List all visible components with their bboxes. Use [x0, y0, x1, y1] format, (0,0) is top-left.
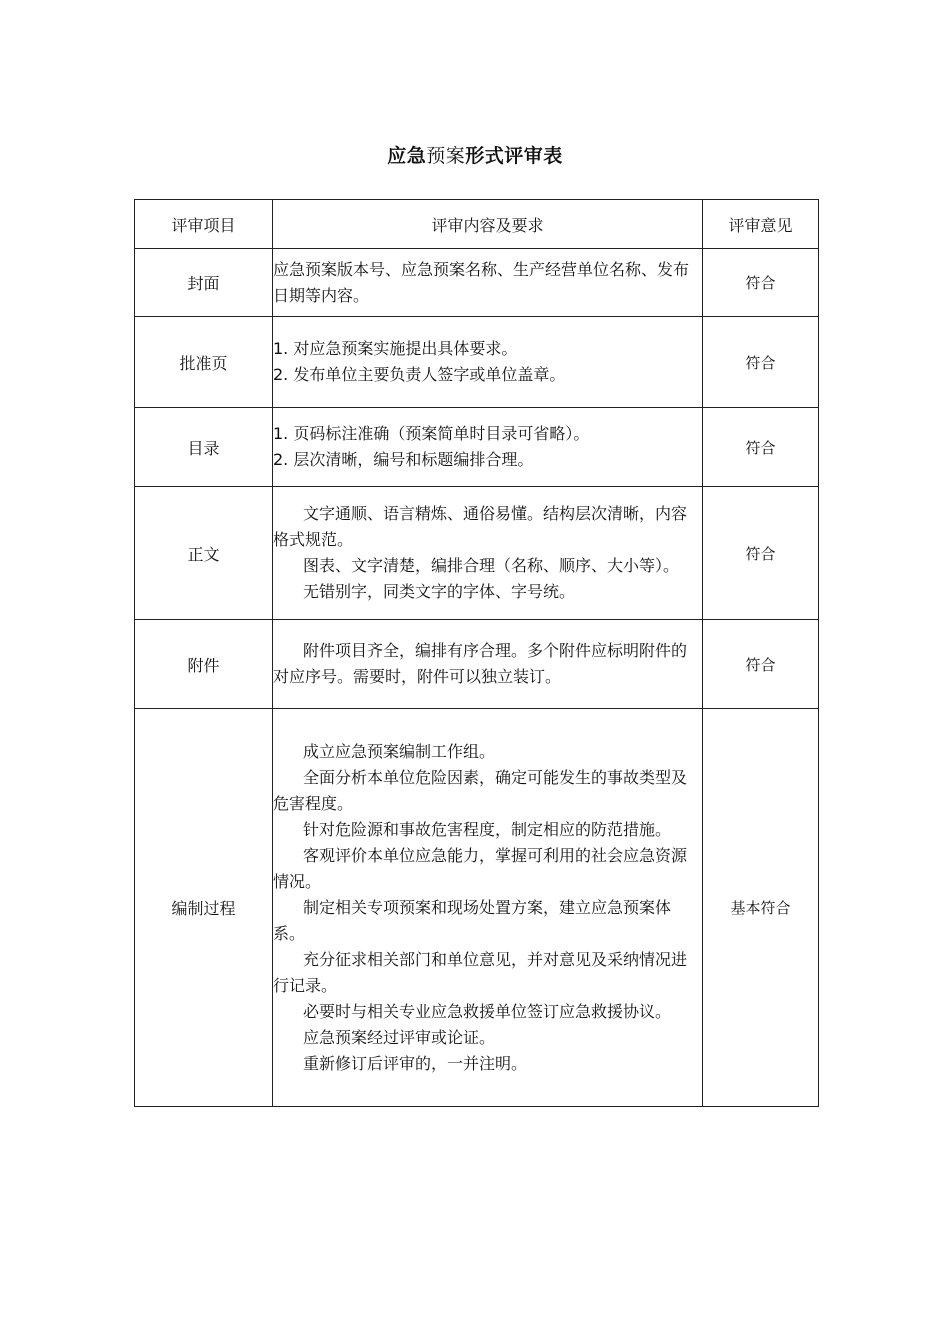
content-line: 1. 对应急预案实施提出具体要求。 — [273, 339, 518, 358]
row-content — [273, 249, 703, 317]
row-item: 目录 — [135, 408, 273, 487]
content-list — [273, 336, 702, 388]
content-line: 针对危险源和事故危害程度，制定相应的防范措施。 — [303, 819, 672, 839]
header-item: 评审项目 — [135, 200, 273, 249]
content-line: 应急预案版本号、应急预案名称、生产经营单位名称、发布日期等内容。 — [273, 259, 690, 305]
content-line: 附件项目齐全，编排有序合理。多个附件应标明附件的对应序号。需要时，附件可以独立装订。 — [273, 641, 688, 686]
table-row-process — [135, 709, 819, 1107]
content-line: 图表、文字清楚，编排合理（名称、顺序、大小等）。 — [303, 556, 680, 575]
content-line: 无错别字，同类文字的字体、字号统。 — [303, 582, 576, 601]
content-line: 文字通顺、语言精炼、通俗易懂。结构层次清晰，内容格式规范。 — [273, 504, 688, 549]
page-title — [0, 141, 950, 168]
row-item: 编制过程 — [135, 709, 273, 1107]
review-table — [134, 199, 819, 1107]
table-row-cover — [135, 249, 819, 317]
content-line: 应急预案经过评审或论证。 — [303, 1027, 496, 1047]
table-row-approval — [135, 317, 819, 408]
row-content — [273, 620, 703, 709]
content-line: 重新修订后评审的，一并注明。 — [303, 1053, 528, 1073]
table-header-row — [135, 200, 819, 249]
row-verdict: 符合 — [703, 487, 819, 620]
content-line: 成立应急预案编制工作组。 — [303, 741, 496, 761]
content-list — [273, 421, 702, 473]
row-verdict: 符合 — [703, 620, 819, 709]
row-item: 附件 — [135, 620, 273, 709]
row-content — [273, 487, 703, 620]
title-part-3: 形式评审表 — [465, 145, 563, 167]
header-content: 评审内容及要求 — [273, 200, 703, 249]
table-row-toc — [135, 408, 819, 487]
table-row-body — [135, 487, 819, 620]
content-line: 必要时与相关专业应急救援单位签订应急救援协议。 — [303, 1001, 672, 1021]
table-row-attachments — [135, 620, 819, 709]
row-verdict: 符合 — [703, 249, 819, 317]
content-line: 2. 发布单位主要负责人签字或单位盖章。 — [273, 365, 566, 384]
row-content — [273, 317, 703, 408]
row-item: 批准页 — [135, 317, 273, 408]
row-verdict: 基本符合 — [703, 709, 819, 1107]
content-line: 2. 层次清晰，编号和标题编排合理。 — [273, 450, 534, 469]
row-content — [273, 408, 703, 487]
row-item: 封面 — [135, 249, 273, 317]
row-verdict: 符合 — [703, 317, 819, 408]
content-line: 1. 页码标注准确（预案简单时目录可省略）。 — [273, 424, 590, 443]
row-item: 正文 — [135, 487, 273, 620]
row-verdict: 符合 — [703, 408, 819, 487]
title-part-1: 应急 — [387, 145, 427, 167]
row-content — [273, 709, 703, 1107]
content-line: 制定相关专项预案和现场处置方案，建立应急预案体系。 — [273, 897, 672, 943]
header-verdict: 评审意见 — [703, 200, 819, 249]
title-part-2: 预案 — [426, 145, 466, 167]
content-line: 全面分析本单位危险因素，确定可能发生的事故类型及危害程度。 — [273, 767, 688, 813]
content-line: 客观评价本单位应急能力，掌握可利用的社会应急资源情况。 — [273, 845, 688, 891]
content-line: 充分征求相关部门和单位意见，并对意见及采纳情况进行记录。 — [273, 949, 688, 995]
